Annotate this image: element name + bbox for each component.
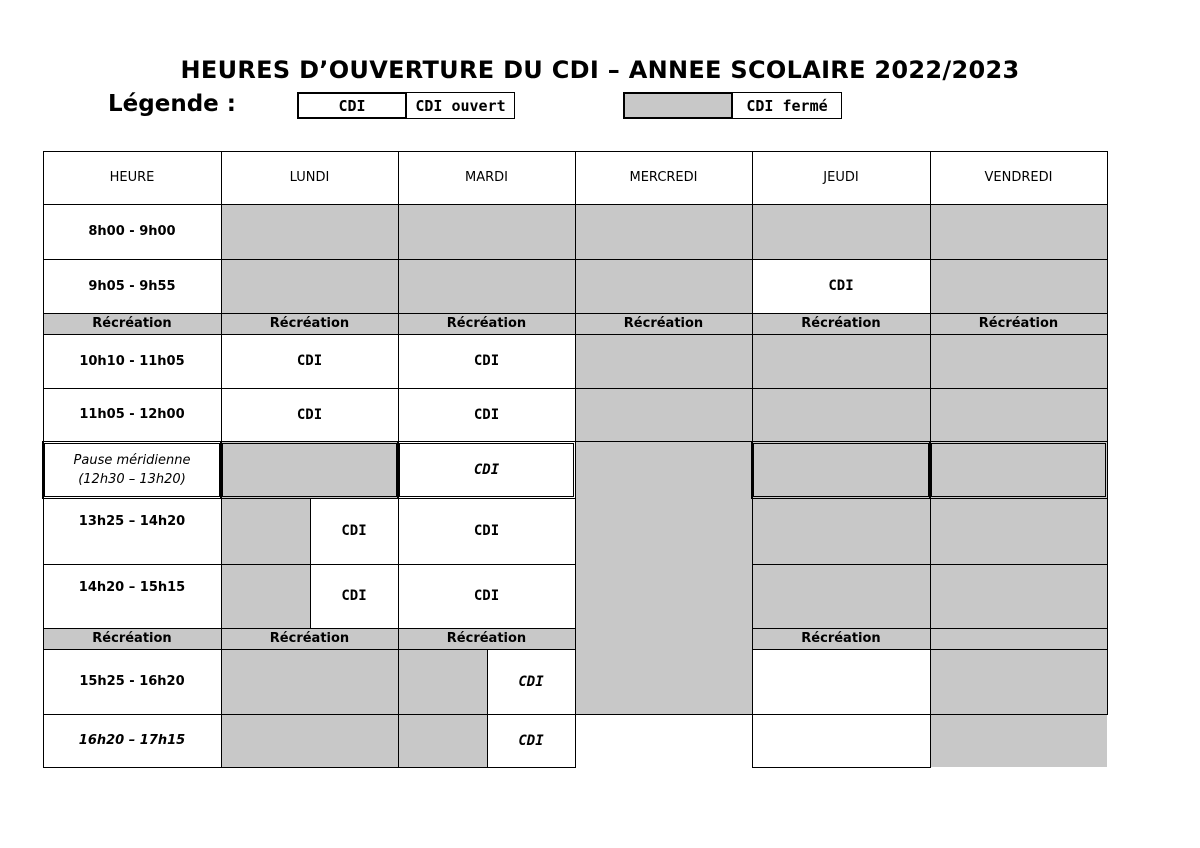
closed-cell [575,334,1107,388]
recess-cell: Récréation [221,628,398,649]
closed-cell [221,564,310,628]
open-cell: CDI [518,673,544,690]
closed-cell [930,714,1107,767]
closed-cell [575,388,1107,441]
time-cell: 11h05 - 12h00 [79,407,185,422]
open-cell: CDI [473,523,500,539]
open-cell: CDI [473,588,500,604]
header-vendredi: VENDREDI [984,170,1053,185]
open-cell: CDI [473,406,500,423]
time-cell: 16h20 – 17h15 [78,733,186,748]
closed-cell [398,714,487,767]
grid-line [752,151,753,768]
time-cell: 9h05 - 9h55 [88,278,176,294]
time-cell: 15h25 - 16h20 [79,674,185,689]
open-cell: CDI [341,588,367,604]
header-mardi: MARDI [465,170,508,185]
closed-cell [221,498,310,564]
closed-cell [221,714,398,767]
open-cell: CDI [518,732,544,749]
recess-cell: Récréation [752,313,930,334]
grid-line [310,498,311,628]
grid-line [221,151,222,768]
open-cell: CDI [828,278,854,294]
pause-time-cell [43,441,221,498]
recess-cell: Récréation [930,313,1107,334]
time-cell: 8h00 - 9h00 [88,224,176,239]
recess-cell [930,628,1107,649]
grid-line [752,767,931,768]
open-cell [752,649,930,714]
grid-line [398,151,399,768]
pause-label: Pause méridienne [73,452,191,468]
legend-label: Légende : [108,91,236,117]
recess-cell: Récréation [43,313,221,334]
header-lundi: LUNDI [289,170,330,185]
grid-line [575,151,576,768]
header-jeudi: JEUDI [823,170,859,185]
grid-line [43,649,576,650]
grid-line [487,649,488,767]
pause-hours: (12h30 – 13h20) [78,471,186,487]
closed-cell [398,649,487,714]
recess-cell: Récréation [43,628,221,649]
legend-closed-text: CDI fermé [733,92,842,119]
open-cell: CDI [473,461,500,478]
grid-line [43,628,576,629]
grid-line [930,151,931,768]
closed-cell [221,259,752,313]
recess-cell: Récréation [221,313,398,334]
legend-closed-swatch [623,92,733,119]
page-title: HEURES D’OUVERTURE DU CDI – ANNEE SCOLAIRE 2022/2023 [180,56,1020,84]
grid-line [1107,151,1108,715]
header-heure: HEURE [109,170,155,185]
grid-line [43,151,44,768]
recess-cell: Récréation [752,628,930,649]
open-cell: CDI [296,353,323,369]
open-cell: CDI [296,406,323,423]
open-cell: CDI [341,523,367,539]
legend-open-text: CDI ouvert [407,92,515,119]
recess-cell: Récréation [575,313,752,334]
time-cell: 13h25 – 14h20 [78,514,186,529]
closed-cell [930,259,1107,313]
grid-line [43,767,576,768]
closed-cell [930,649,1107,714]
closed-cell [221,649,398,714]
legend-open-swatch: CDI [297,92,407,119]
header-mercredi: MERCREDI [629,170,698,185]
recess-cell: Récréation [398,628,575,649]
time-cell: 10h10 - 11h05 [79,353,185,369]
closed-cell [221,204,1107,259]
recess-cell: Récréation [398,313,575,334]
time-cell: 14h20 – 15h15 [78,580,186,595]
open-cell [752,714,930,767]
open-cell: CDI [473,353,500,369]
closed-cell [575,441,752,714]
closed-cell [221,441,398,498]
